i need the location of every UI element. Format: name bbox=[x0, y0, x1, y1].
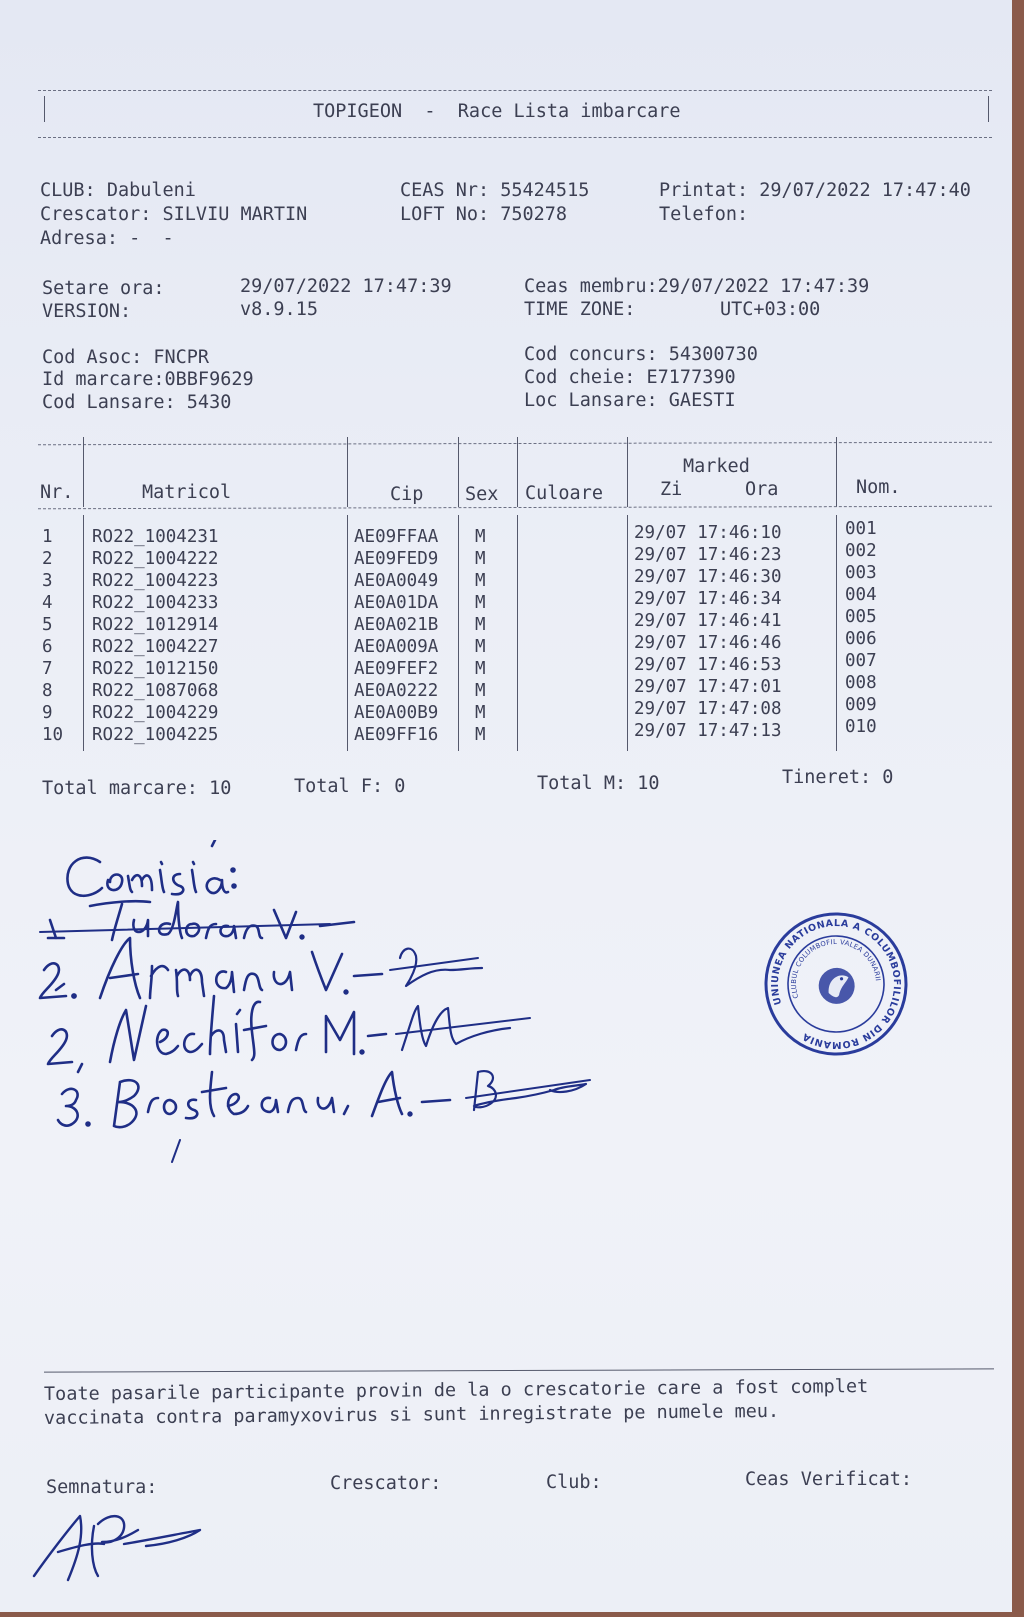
cell-marked: 29/07 17:46:53 bbox=[634, 655, 782, 675]
cell-cip: AE0A0222 bbox=[354, 681, 439, 701]
cell-sex: M bbox=[475, 725, 486, 745]
cell-nom: 001 bbox=[845, 519, 877, 539]
club-label: CLUB: Dabuleni bbox=[40, 180, 196, 201]
cell-nom: 002 bbox=[845, 541, 877, 561]
cod-concurs: Cod concurs: 54300730 bbox=[524, 344, 758, 365]
header-cip: Cip bbox=[390, 484, 424, 505]
cell-matricol: RO22_1004227 bbox=[92, 637, 219, 657]
cell-cip: AE09FEF2 bbox=[354, 659, 439, 679]
cell-matricol: RO22_1012150 bbox=[92, 659, 219, 679]
table-row bbox=[40, 585, 940, 615]
cell-nom: 007 bbox=[845, 651, 877, 671]
table-row bbox=[40, 519, 940, 549]
handwritten-commission bbox=[30, 840, 610, 1170]
document-title: TOPIGEON - Race Lista imbarcare bbox=[313, 101, 681, 122]
cell-cip: AE09FF16 bbox=[354, 725, 439, 745]
cell-marked: 29/07 17:47:13 bbox=[634, 721, 782, 741]
table-row bbox=[40, 563, 940, 593]
col-divider bbox=[458, 437, 459, 507]
cell-marked: 29/07 17:46:30 bbox=[634, 567, 782, 587]
cell-sex: M bbox=[475, 681, 486, 701]
ceas-verificat-label: Ceas Verificat: bbox=[745, 1469, 913, 1490]
header-zi: Zi bbox=[660, 479, 683, 500]
cell-nom: 008 bbox=[845, 673, 877, 693]
cell-marked: 29/07 17:47:01 bbox=[634, 677, 782, 697]
total-marcare: Total marcare: 10 bbox=[42, 778, 232, 799]
cell-nr: 9 bbox=[42, 703, 53, 723]
cell-cip: AE0A021B bbox=[354, 615, 439, 635]
id-marcare: Id marcare:0BBF9629 bbox=[42, 369, 254, 390]
table-top-border bbox=[38, 442, 992, 445]
cell-sex: M bbox=[475, 549, 486, 569]
cell-marked: 29/07 17:46:10 bbox=[634, 523, 782, 543]
cell-nom: 006 bbox=[845, 629, 877, 649]
stamp-outer-text: UNIUNEA NATIONALA A COLUMBOFILILOR DIN ROMANIA bbox=[769, 917, 903, 1051]
cell-matricol: RO22_1087068 bbox=[92, 681, 219, 701]
cell-nr: 6 bbox=[42, 637, 53, 657]
cell-cip: AE09FED9 bbox=[354, 549, 439, 569]
footer-divider bbox=[44, 1368, 994, 1372]
header-top-border bbox=[38, 90, 992, 91]
cell-nr: 4 bbox=[42, 593, 53, 613]
crescator-label: Crescator: SILVIU MARTIN bbox=[40, 204, 308, 225]
cell-matricol: RO22_1004229 bbox=[92, 703, 219, 723]
club-stamp bbox=[760, 908, 912, 1060]
table-row bbox=[40, 607, 940, 637]
cell-nom: 010 bbox=[845, 717, 877, 737]
cell-nom: 005 bbox=[845, 607, 877, 627]
cod-cheie: Cod cheie: E7177390 bbox=[524, 367, 736, 388]
tineret: Tineret: 0 bbox=[782, 767, 894, 788]
cell-matricol: RO22_1004223 bbox=[92, 571, 219, 591]
col-divider bbox=[836, 437, 837, 507]
cell-cip: AE0A0049 bbox=[354, 571, 439, 591]
cell-matricol: RO22_1012914 bbox=[92, 615, 219, 635]
cell-marked: 29/07 17:46:46 bbox=[634, 633, 782, 653]
cell-nom: 003 bbox=[845, 563, 877, 583]
cell-nr: 5 bbox=[42, 615, 53, 635]
ceas-membru: Ceas membru:29/07/2022 17:47:39 bbox=[524, 276, 870, 297]
total-f: Total F: 0 bbox=[294, 776, 406, 797]
cell-nr: 10 bbox=[42, 725, 64, 745]
cell-cip: AE0A009A bbox=[354, 637, 439, 657]
cod-asoc: Cod Asoc: FNCPR bbox=[42, 347, 210, 368]
cell-nom: 004 bbox=[845, 585, 877, 605]
club-sign-label: Club: bbox=[546, 1472, 602, 1493]
table-row bbox=[40, 651, 940, 681]
cell-nr: 1 bbox=[42, 527, 53, 547]
cell-matricol: RO22_1004231 bbox=[92, 527, 219, 547]
cell-sex: M bbox=[475, 593, 486, 613]
header-ora: Ora bbox=[745, 479, 779, 500]
total-m: Total M: 10 bbox=[537, 773, 660, 794]
header-nr: Nr. bbox=[40, 482, 74, 503]
col-divider bbox=[517, 437, 518, 507]
loft-no: LOFT No: 750278 bbox=[400, 204, 568, 225]
cell-sex: M bbox=[475, 571, 486, 591]
col-divider bbox=[627, 437, 628, 507]
loc-lansare: Loc Lansare: GAESTI bbox=[524, 390, 736, 411]
cod-lansare: Cod Lansare: 5430 bbox=[42, 392, 232, 413]
cell-sex: M bbox=[475, 637, 486, 657]
cell-cip: AE0A01DA bbox=[354, 593, 439, 613]
cell-nr: 2 bbox=[42, 549, 53, 569]
table-row bbox=[40, 629, 940, 659]
cell-nr: 8 bbox=[42, 681, 53, 701]
semnatura-label: Semnatura: bbox=[46, 1477, 158, 1498]
col-divider bbox=[83, 437, 84, 507]
cell-sex: M bbox=[475, 527, 486, 547]
adresa-label: Adresa: - - bbox=[40, 228, 174, 249]
header-left-bar bbox=[44, 96, 45, 122]
setare-ora-label: Setare ora: bbox=[42, 278, 165, 299]
header-sex: Sex bbox=[465, 484, 499, 505]
header-bottom-border bbox=[38, 137, 992, 138]
time-zone-value: UTC+03:00 bbox=[720, 299, 821, 320]
table-row bbox=[40, 541, 940, 571]
time-zone-label: TIME ZONE: bbox=[524, 299, 636, 320]
header-nom: Nom. bbox=[856, 477, 901, 498]
version-value: v8.9.15 bbox=[240, 299, 318, 320]
table-row bbox=[40, 673, 940, 703]
cell-marked: 29/07 17:47:08 bbox=[634, 699, 782, 719]
cell-marked: 29/07 17:46:41 bbox=[634, 611, 782, 631]
cell-sex: M bbox=[475, 659, 486, 679]
telefon: Telefon: bbox=[659, 204, 749, 225]
cell-marked: 29/07 17:46:23 bbox=[634, 545, 782, 565]
table-row bbox=[40, 695, 940, 725]
cell-matricol: RO22_1004222 bbox=[92, 549, 219, 569]
cell-matricol: RO22_1004225 bbox=[92, 725, 219, 745]
setare-ora-value: 29/07/2022 17:47:39 bbox=[240, 276, 452, 297]
cell-nom: 009 bbox=[845, 695, 877, 715]
cell-sex: M bbox=[475, 703, 486, 723]
cell-marked: 29/07 17:46:34 bbox=[634, 589, 782, 609]
statement-line-1: Toate pasarile participante provin de la o crescatorie care a fost complet bbox=[43, 1376, 869, 1405]
cell-nr: 7 bbox=[42, 659, 53, 679]
cell-nr: 3 bbox=[42, 571, 53, 591]
signature bbox=[28, 1506, 218, 1590]
col-divider bbox=[347, 437, 348, 507]
header-marked: Marked bbox=[683, 456, 750, 477]
statement-line-2: vaccinata contra paramyxovirus si sunt inregistrate pe numele meu. bbox=[43, 1400, 780, 1429]
header-culoare: Culoare bbox=[525, 483, 603, 504]
header-right-bar bbox=[988, 96, 989, 122]
printat: Printat: 29/07/2022 17:47:40 bbox=[659, 180, 971, 201]
table-header-divider bbox=[38, 506, 992, 509]
ceas-nr: CEAS Nr: 55424515 bbox=[400, 180, 590, 201]
stamp-inner-text: CLUBUL COLUMBOFIL VALEA DUNARII bbox=[789, 937, 882, 1000]
cell-sex: M bbox=[475, 615, 486, 635]
crescator-sign-label: Crescator: bbox=[330, 1473, 442, 1494]
cell-cip: AE0A00B9 bbox=[354, 703, 439, 723]
cell-cip: AE09FFAA bbox=[354, 527, 439, 547]
cell-matricol: RO22_1004233 bbox=[92, 593, 219, 613]
version-label: VERSION: bbox=[42, 301, 132, 322]
table-row bbox=[40, 717, 940, 747]
header-matricol: Matricol bbox=[142, 482, 232, 503]
